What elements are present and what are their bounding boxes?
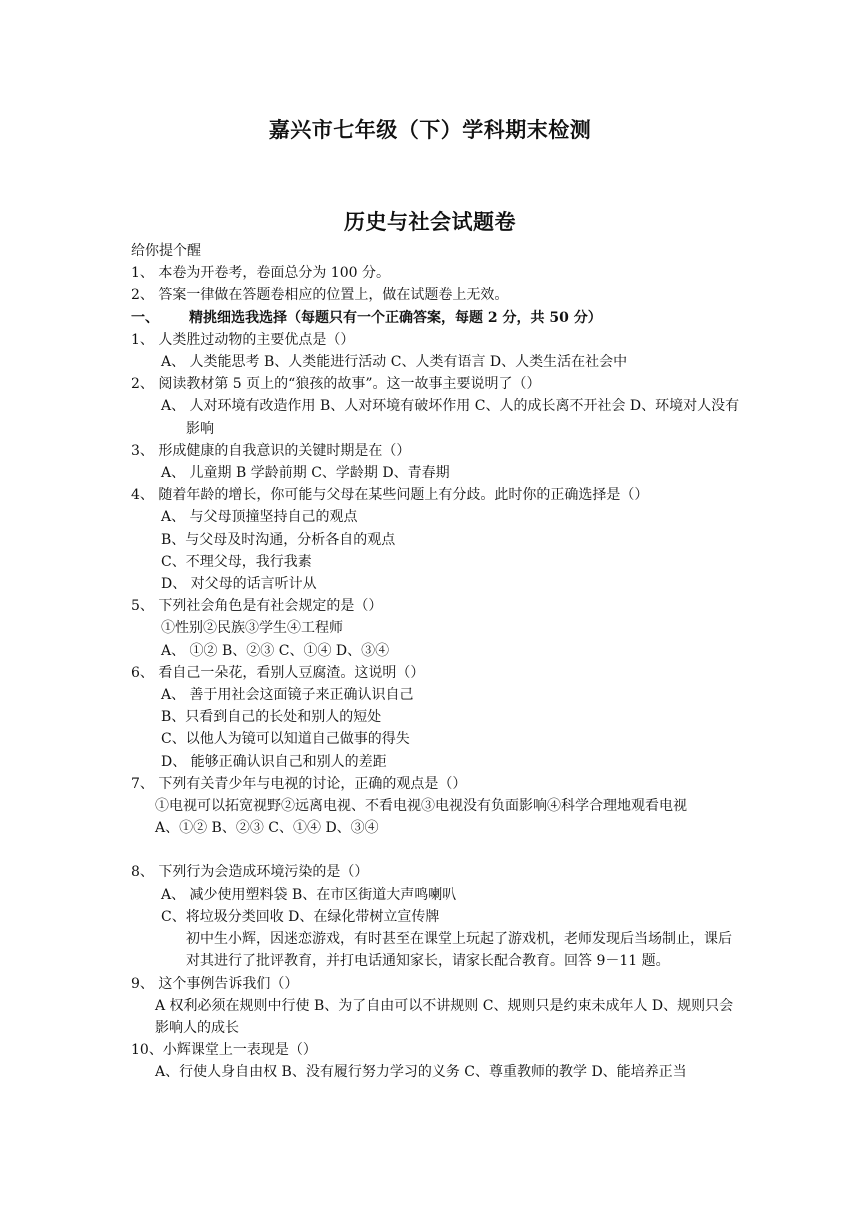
question-stem: 10、小辉课堂上一表现是（） <box>131 1042 317 1059</box>
spacer <box>131 839 741 861</box>
option-b: B、与父母及时沟通，分析各自的观点 <box>161 531 396 548</box>
question-options: A、①② B、②③ C、①④ D、③④ <box>155 820 379 837</box>
page-subtitle: 历史与社会试题卷 <box>344 209 516 234</box>
notice-item: 1、 本卷为开卷考，卷面总分为 100 分。 <box>131 265 390 282</box>
question-items: ①电视可以拓宽视野②远离电视、不看电视③电视没有负面影响④科学合理地观看电视 <box>155 798 687 815</box>
notice-item: 2、 答案一律做在答题卷相应的位置上，做在试题卷上无效。 <box>131 287 509 304</box>
question-options: A、行使人身自由权 B、没有履行努力学习的义务 C、尊重教师的教学 D、能培养正当 <box>155 1064 687 1081</box>
page-title: 嘉兴市七年级（下）学科期末检测 <box>268 117 592 142</box>
question-options: A、 人对环境有改造作用 B、人对环境有破坏作用 C、人的成长离不开社会 D、环境对人没有影响 <box>161 398 740 437</box>
option-c: C、以他人为镜可以知道自己做事的得失 <box>161 731 410 748</box>
question-stem: 7、 下列有关青少年与电视的讨论，正确的观点是（） <box>131 775 467 792</box>
question-options: A、 人类能思考 B、人类能进行活动 C、人类有语言 D、人类生活在社会中 <box>161 354 628 371</box>
question-stem: 9、 这个事例告诉我们（） <box>131 975 299 992</box>
question-options: A 权利必须在规则中行使 B、为了自由可以不讲规则 C、规则只是约束未成年人 D、规则只会影响人的成长 <box>155 997 734 1036</box>
question-items: ①性别②民族③学生④工程师 <box>161 620 343 637</box>
question-options: A、 减少使用塑料袋 B、在市区街道大声鸣喇叭 <box>161 886 457 903</box>
reading-passage: 初中生小辉，因迷恋游戏，有时甚至在课堂上玩起了游戏机，老师发现后当场制止，课后对其进行了批评教育，并打电话通知家长，请家长配合教育。回答 9－11 题。 <box>186 931 732 970</box>
question-stem: 5、 下列社会角色是有社会规定的是（） <box>131 598 383 615</box>
option-b: B、只看到自己的长处和别人的短处 <box>161 709 382 726</box>
document-body <box>131 240 741 1084</box>
question-options: A、 儿童期 B 学龄前期 C、学龄期 D、青春期 <box>161 465 450 482</box>
option-c: C、不理父母，我行我素 <box>161 553 312 570</box>
section-number: 一、 <box>131 309 159 326</box>
question-stem: 8、 下列行为会造成环境污染的是（） <box>131 864 369 881</box>
question-stem: 4、 随着年龄的增长，你可能与父母在某些问题上有分歧。此时你的正确选择是（） <box>131 487 649 504</box>
question-stem: 2、 阅读教材第 5 页上的“狼孩的故事”。这一故事主要说明了（） <box>131 376 541 393</box>
question-stem: 1、 人类胜过动物的主要优点是（） <box>131 331 355 348</box>
question-options: A、 ①② B、②③ C、①④ D、③④ <box>161 642 390 659</box>
option-d: D、 能够正确认识自己和别人的差距 <box>161 753 387 770</box>
option-d: D、 对父母的话言听计从 <box>161 576 317 593</box>
option-a: A、 善于用社会这面镜子来正确认识自己 <box>161 687 414 704</box>
section-heading <box>131 307 741 329</box>
section-title: 精挑细选我选择（每题只有一个正确答案，每题 2 分，共 50 分） <box>189 309 602 326</box>
question-stem: 3、 形成健康的自我意识的关键时期是在（） <box>131 442 411 459</box>
question-options: C、将垃圾分类回收 D、在绿化带树立宣传牌 <box>161 908 440 925</box>
notice-heading: 给你提个醒 <box>131 243 201 259</box>
question-stem: 6、 看自己一朵花，看别人豆腐渣。这说明（） <box>131 664 425 681</box>
option-a: A、 与父母顶撞坚持自己的观点 <box>161 509 358 526</box>
